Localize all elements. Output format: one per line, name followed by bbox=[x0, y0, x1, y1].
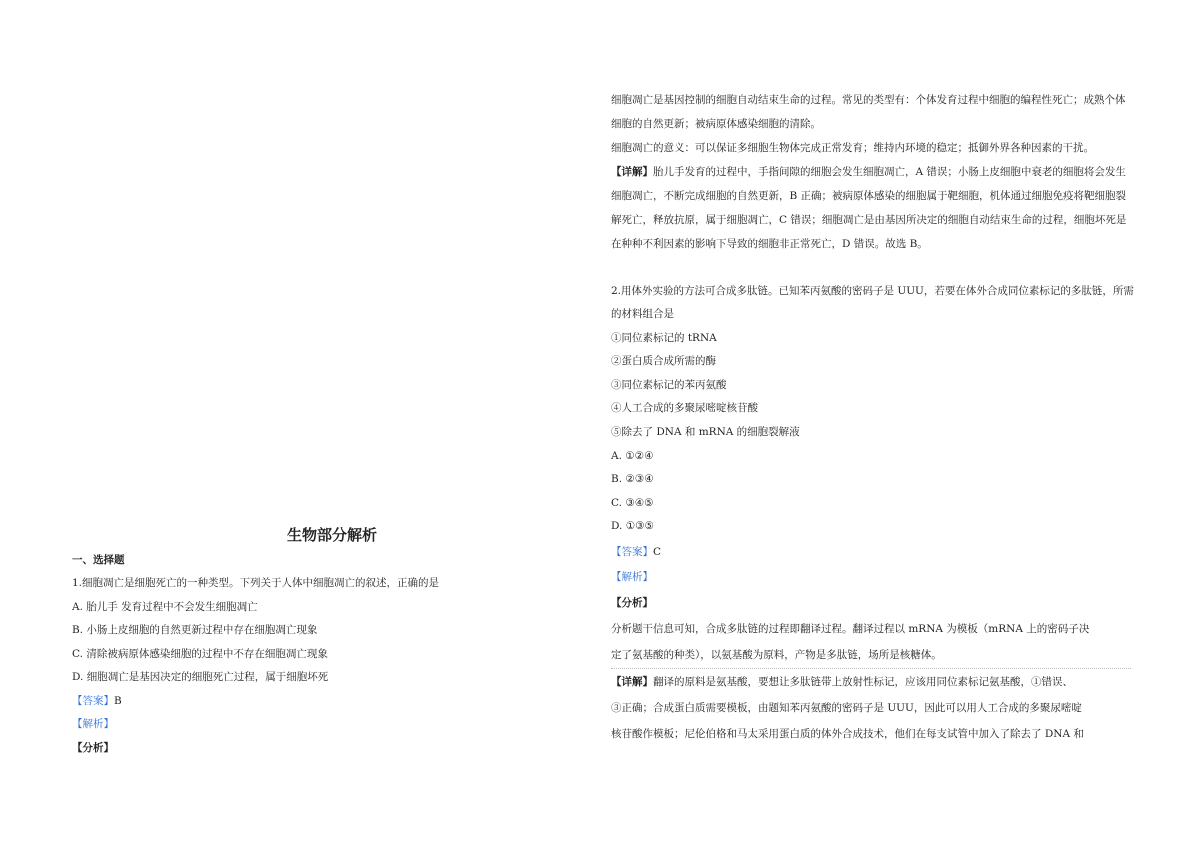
page-title: 生物部分解析 bbox=[286, 526, 377, 544]
q1-answer bbox=[72, 695, 122, 708]
q1-analysis-line: 细胞凋亡是基因控制的细胞自动结束生命的过程。常见的类型有：个体发育过程中细胞的编程性死亡；成熟个体 bbox=[611, 94, 1126, 106]
q2-fenxi-tag: 【分析】 bbox=[611, 597, 653, 609]
q2-detail-tag: 【详解】 bbox=[611, 676, 653, 688]
answer-tag: 【答案】 bbox=[72, 695, 114, 707]
answer-tag: 【答案】 bbox=[611, 546, 653, 558]
q2-option-a: A. ①②④ bbox=[611, 450, 654, 462]
q2-detail-line: ③正确；合成蛋白质需要模板，由题知苯丙氨酸的密码子是 UUU，因此可以用人工合成的多聚尿嘧啶 bbox=[611, 702, 1082, 714]
q1-option-d: D. 细胞凋亡是基因决定的细胞死亡过程，属于细胞坏死 bbox=[72, 671, 329, 683]
q1-detail-line: 在种种不利因素的影响下导致的细胞非正常死亡，D 错误。故选 B。 bbox=[611, 238, 928, 250]
q1-option-a: A. 胎儿手 发育过程中不会发生细胞凋亡 bbox=[72, 601, 258, 613]
q2-option-b: B. ②③④ bbox=[611, 473, 654, 485]
section-heading: 一、选择题 bbox=[72, 554, 125, 566]
q2-item: ①同位素标记的 tRNA bbox=[611, 332, 717, 344]
question-2: 的材料组合是 bbox=[611, 308, 674, 320]
q2-item: ③同位素标记的苯丙氨酸 bbox=[611, 379, 727, 391]
q2-option-c: C. ③④⑤ bbox=[611, 497, 654, 509]
question-2: 2.用体外实验的方法可合成多肽链。已知苯丙氨酸的密码子是 UUU，若要在体外合成同位素标记的多肽链，所需 bbox=[611, 285, 1134, 297]
q2-item: ④人工合成的多聚尿嘧啶核苷酸 bbox=[611, 402, 758, 414]
q2-analysis-tag: 【解析】 bbox=[611, 571, 653, 583]
q1-detail-tag: 【详解】 bbox=[611, 166, 653, 178]
q1-detail-line: 细胞凋亡，不断完成细胞的自然更新，B 正确；被病原体感染的细胞属于靶细胞，机体通过细胞免疫将靶细胞裂 bbox=[611, 190, 1127, 202]
dotted-divider bbox=[611, 668, 1131, 669]
q1-analysis-tag: 【解析】 bbox=[72, 718, 114, 730]
q2-option-d: D. ①③⑤ bbox=[611, 520, 654, 532]
question-1: 1.细胞凋亡是细胞死亡的一种类型。下列关于人体中细胞凋亡的叙述，正确的是 bbox=[72, 577, 440, 589]
q2-detail-line: 【详解】翻译的原料是氨基酸，要想让多肽链带上放射性标记，应该用同位素标记氨基酸，①错误、 bbox=[611, 676, 1073, 688]
q2-answer bbox=[611, 546, 661, 559]
q1-analysis-line: 细胞凋亡的意义：可以保证多细胞生物体完成正常发育；维持内环境的稳定；抵御外界各种因素的干扰。 bbox=[611, 142, 1094, 154]
q2-item: ②蛋白质合成所需的酶 bbox=[611, 355, 716, 367]
answer-value: C bbox=[653, 546, 662, 558]
q1-analysis-line: 细胞的自然更新；被病原体感染细胞的清除。 bbox=[611, 118, 821, 130]
q1-fenxi-tag: 【分析】 bbox=[72, 742, 114, 754]
q1-detail-line: 【详解】胎儿手发育的过程中，手指间隙的细胞会发生细胞凋亡，A 错误；小肠上皮细胞中衰老的细胞将会发生 bbox=[611, 166, 1126, 178]
answer-value: B bbox=[114, 695, 122, 707]
q1-option-c: C. 清除被病原体感染细胞的过程中不存在细胞凋亡现象 bbox=[72, 648, 328, 660]
q1-detail-line: 解死亡，释放抗原，属于细胞凋亡，C 错误；细胞凋亡是由基因所决定的细胞自动结束生命的过程，细胞坏死是 bbox=[611, 214, 1127, 226]
q2-detail-line: 核苷酸作模板；尼伦伯格和马太采用蛋白质的体外合成技术，他们在每支试管中加入了除去了 DNA 和 bbox=[611, 728, 1084, 740]
q2-item: ⑤除去了 DNA 和 mRNA 的细胞裂解液 bbox=[611, 426, 800, 438]
q1-option-b: B. 小肠上皮细胞的自然更新过程中存在细胞凋亡现象 bbox=[72, 624, 318, 636]
q2-fenxi-line: 分析题干信息可知，合成多肽链的过程即翻译过程。翻译过程以 mRNA 为模板（mRNA 上的密码子决 bbox=[611, 623, 1090, 635]
q2-fenxi-line: 定了氨基酸的种类），以氨基酸为原料，产物是多肽链，场所是核糖体。 bbox=[611, 649, 942, 661]
